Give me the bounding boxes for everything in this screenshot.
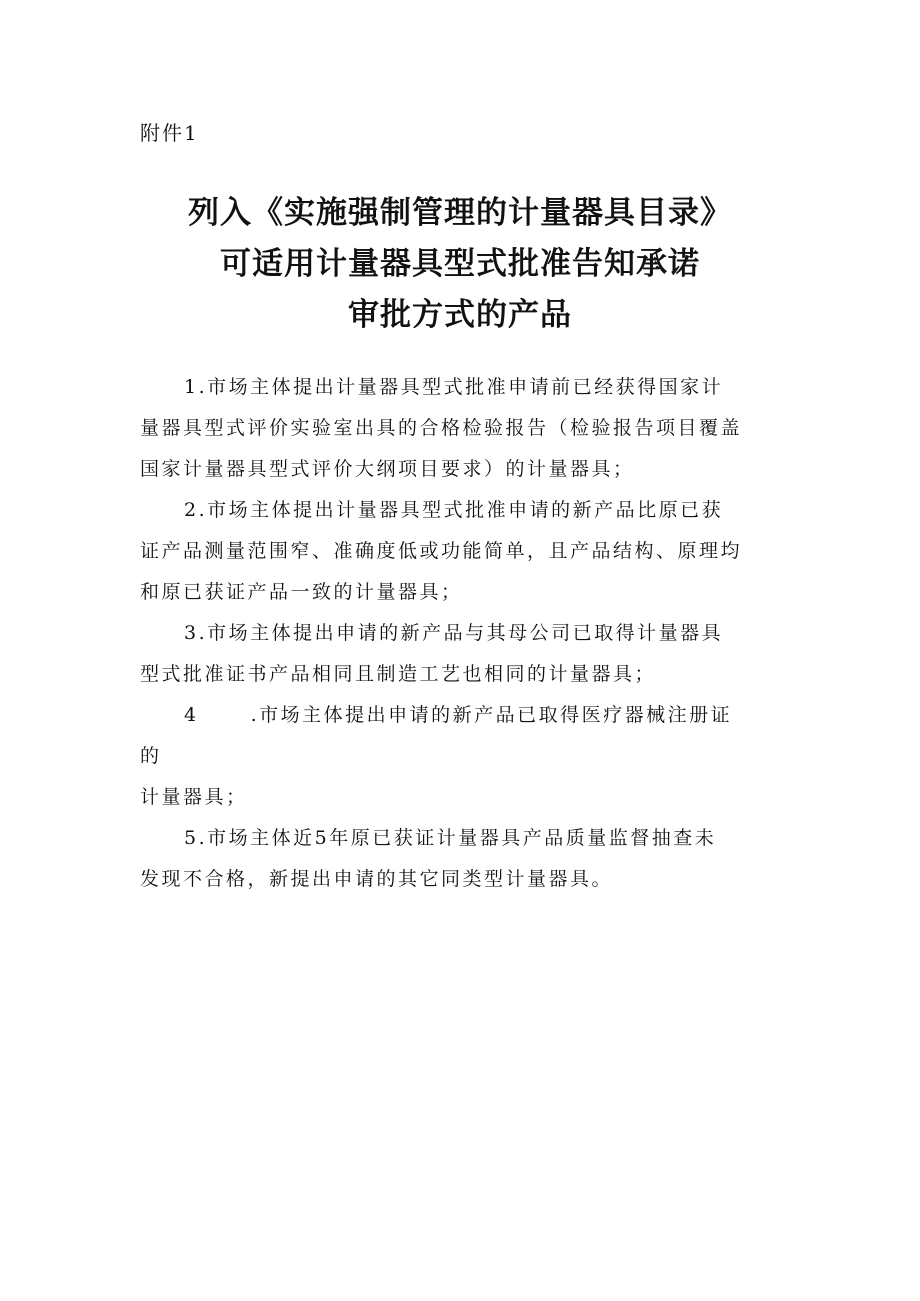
item-1-line-1: 1.市场主体提出计量器具型式批准申请前已经获得国家计 xyxy=(184,376,724,398)
item-4-number: 4 xyxy=(184,704,199,726)
title-line-2: 可适用计量器具型式批准告知承诺 xyxy=(220,246,700,282)
item-2-line-1: 2.市场主体提出计量器具型式批准申请的新产品比原已获 xyxy=(184,499,724,521)
document-body xyxy=(140,367,785,900)
item-4-line-2: 的 xyxy=(140,745,162,767)
item-5-line-2: 发现不合格，新提出申请的其它同类型计量器具。 xyxy=(140,868,614,890)
item-4-line-1 xyxy=(140,695,785,736)
title-line-1: 列入《实施强制管理的计量器具目录》 xyxy=(188,195,732,231)
item-3-line-1: 3.市场主体提出申请的新产品与其母公司已取得计量器具 xyxy=(184,622,724,644)
item-1-line-3: 国家计量器具型式评价大纲项目要求）的计量器具； xyxy=(140,458,635,480)
item-2-line-3: 和原已获证产品一致的计量器具； xyxy=(140,581,463,603)
item-4-line-3: 计量器具； xyxy=(140,786,248,808)
item-1-line-2: 量器具型式评价实验室出具的合格检验报告（检验报告项目覆盖 xyxy=(140,417,743,439)
item-2-line-2: 证产品测量范围窄、准确度低或功能简单，且产品结构、原理均 xyxy=(140,540,743,562)
item-5-line-1: 5.市场主体近5年原已获证计量器具产品质量监督抽查未 xyxy=(184,827,717,849)
document-title xyxy=(0,188,920,341)
item-4-text: .市场主体提出申请的新产品已取得医疗器械注册证 xyxy=(250,704,733,726)
item-3-line-2: 型式批准证书产品相同且制造工艺也相同的计量器具； xyxy=(140,663,657,685)
attachment-label: 附件1 xyxy=(140,121,199,145)
title-line-3: 审批方式的产品 xyxy=(348,297,572,333)
